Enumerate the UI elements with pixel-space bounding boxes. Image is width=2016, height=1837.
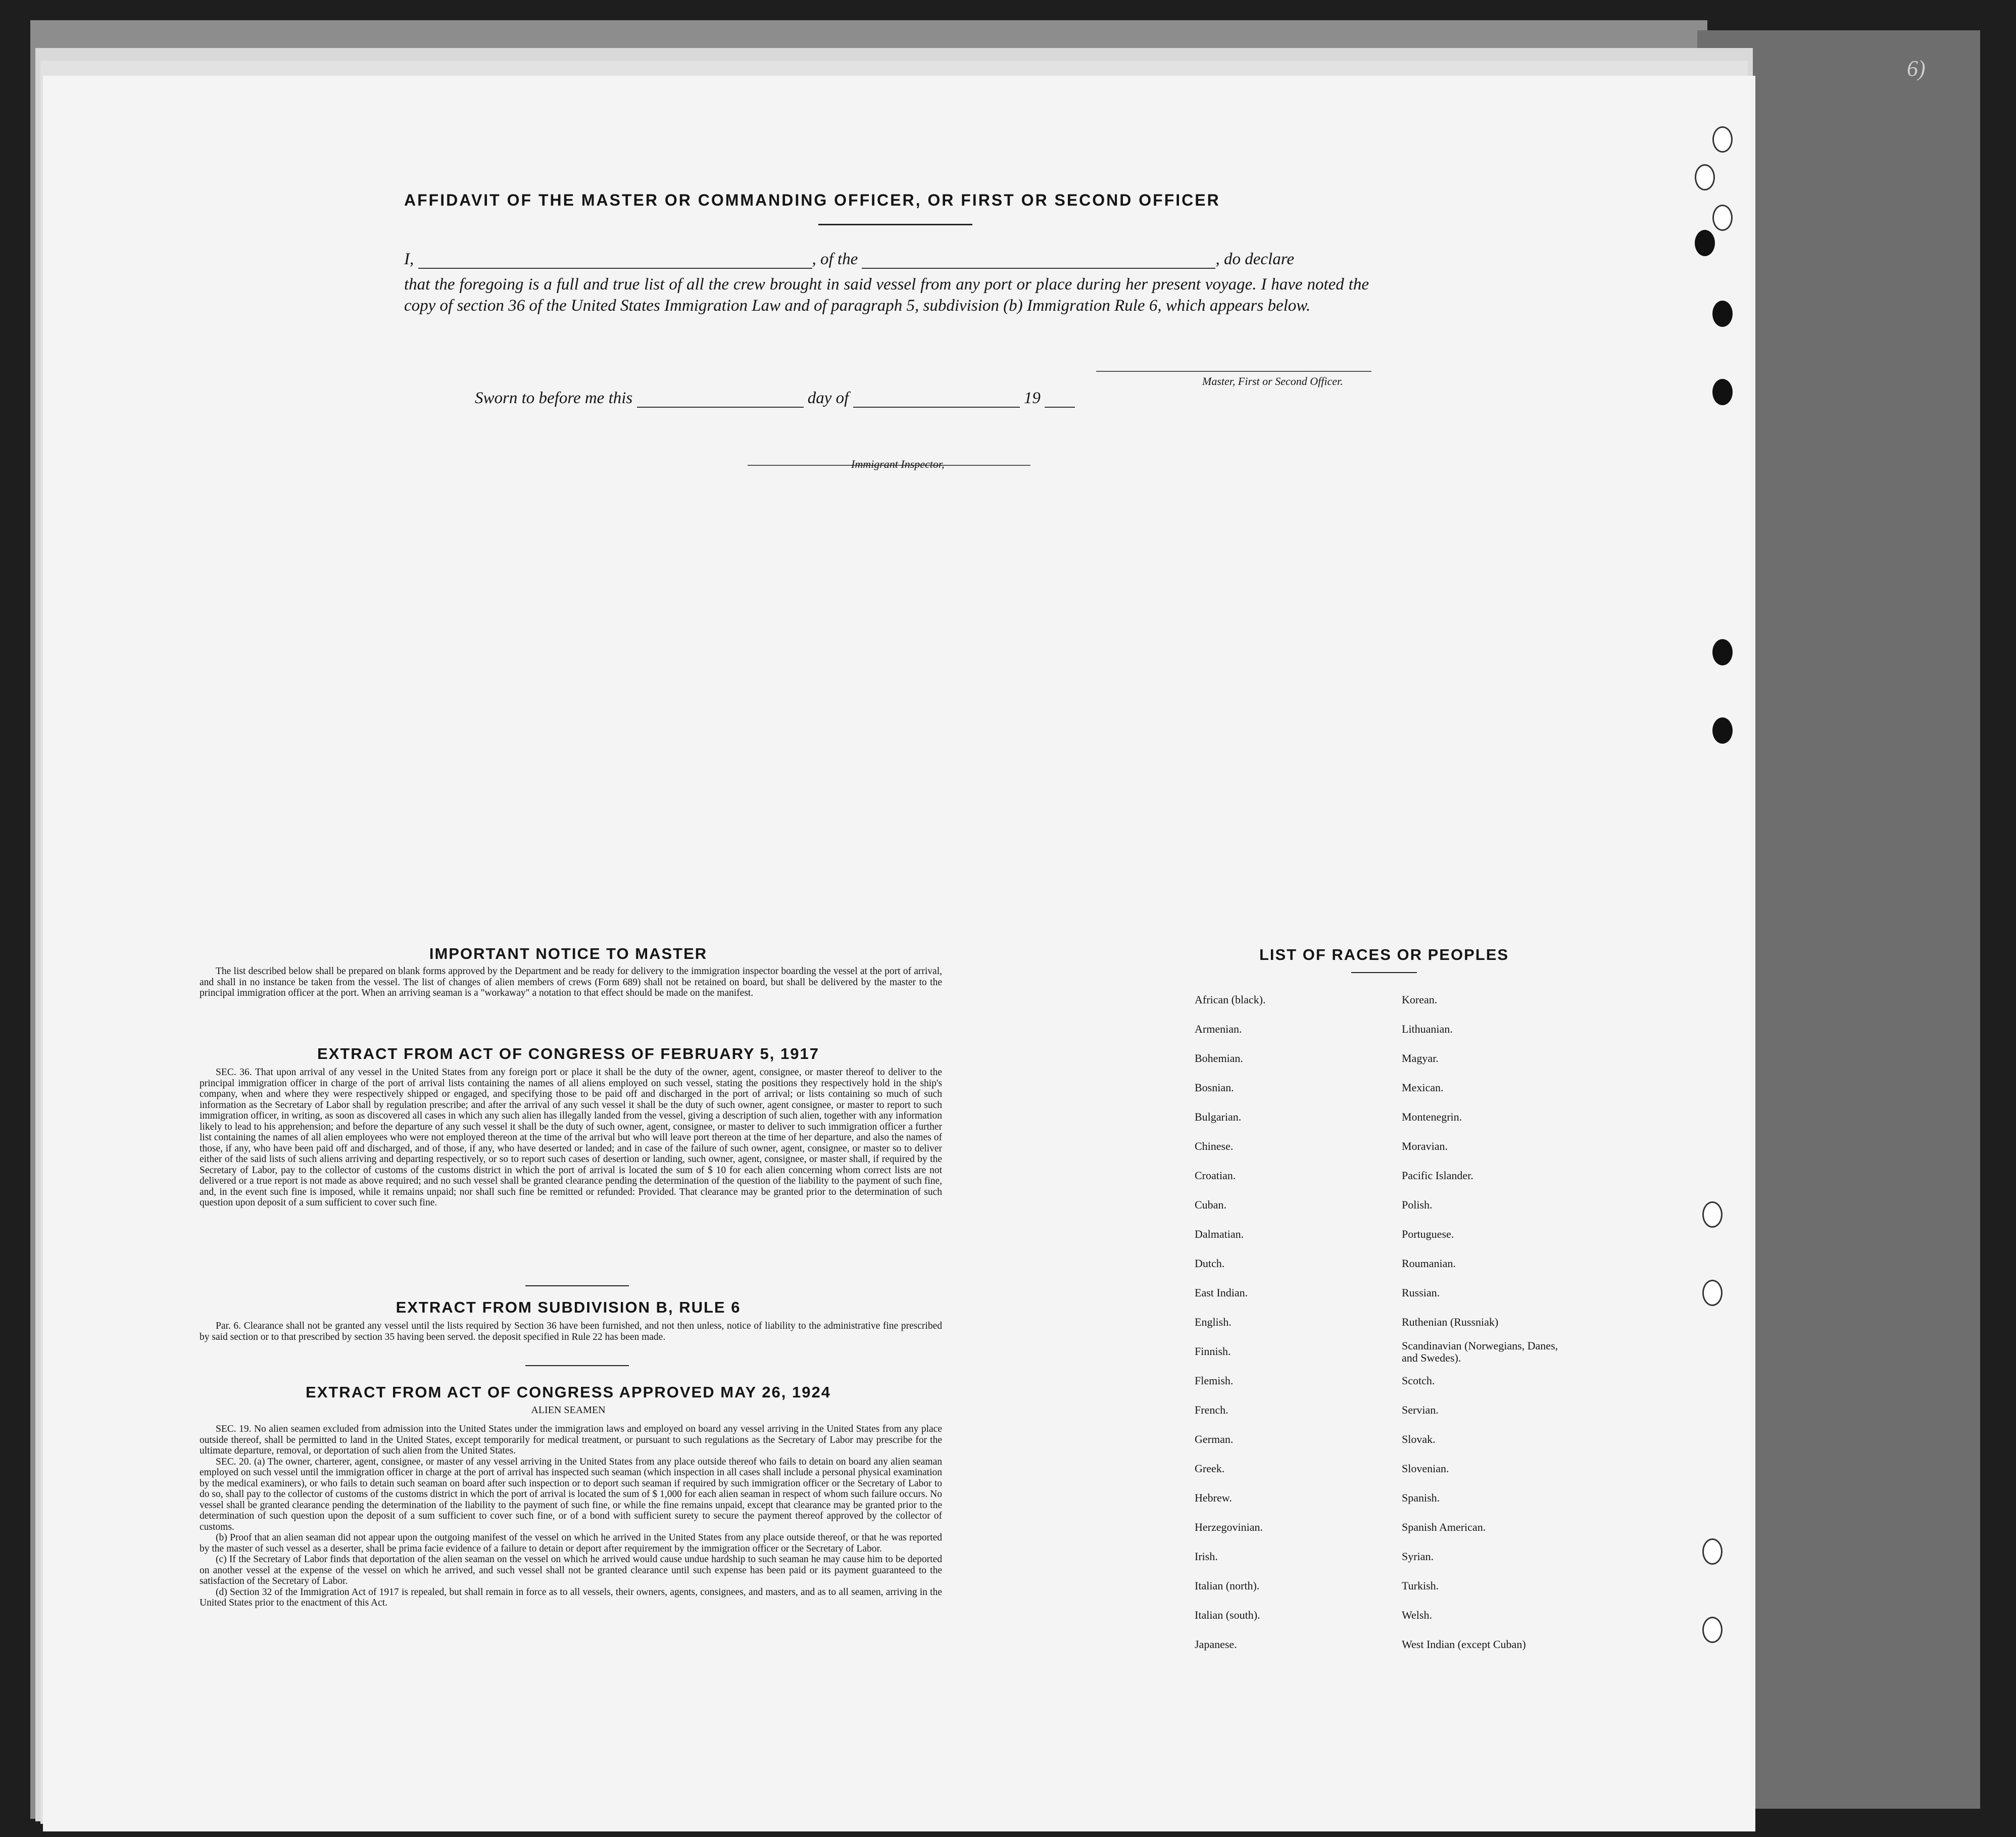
race-item: Dutch. (1195, 1257, 1225, 1270)
race-item: East Indian. (1195, 1286, 1248, 1299)
extract-rule6-body (200, 1321, 942, 1342)
races-column-1 (1195, 985, 1387, 1659)
race-item: West Indian (except Cuban) (1402, 1638, 1526, 1651)
notice-body (200, 966, 942, 999)
race-item-text: Scandinavian (Norwegians, Danes, and Swedes). (1402, 1339, 1558, 1364)
punch-hole (1695, 230, 1715, 256)
race-item: German. (1195, 1433, 1234, 1445)
vessel-blank (862, 268, 1215, 269)
sworn-line (475, 389, 1075, 408)
punch-hole (1712, 717, 1733, 744)
extract-1917-title: EXTRACT FROM ACT OF CONGRESS OF FEBRUARY 5, 1917 (317, 1045, 819, 1062)
race-item: Polish. (1402, 1198, 1433, 1211)
race-item: Spanish American. (1402, 1521, 1486, 1533)
race-item: Magyar. (1402, 1052, 1439, 1065)
extract-1924-sec19: SEC. 19. No alien seamen excluded from admission into the United States under the immigration laws and employed on board any vessel arriving in the United States from any place outside thereof, shall be permitted to land in the United States, except temporarily for medical treatment, or pursuant to such regulations as the Secretary of Labor may prescribe for the ultimate departure, removal, or deportation of such alien from the United States. (200, 1424, 942, 1456)
punch-hole (1712, 379, 1733, 405)
punch-hole (1702, 1201, 1723, 1228)
punch-hole (1712, 126, 1733, 153)
punch-hole (1712, 639, 1733, 665)
race-item: Irish. (1195, 1550, 1218, 1563)
races-column-2 (1402, 985, 1604, 1659)
race-item: Lithuanian. (1402, 1023, 1453, 1035)
race-item: Japanese. (1195, 1638, 1237, 1651)
race-item: Welsh. (1402, 1609, 1432, 1621)
race-item: Finnish. (1195, 1345, 1231, 1358)
race-item: Dalmatian. (1195, 1228, 1244, 1240)
race-item: Hebrew. (1195, 1491, 1232, 1504)
extract-1924-title: EXTRACT FROM ACT OF CONGRESS APPROVED MAY 26, 1924 (306, 1383, 831, 1401)
extract-1924-sec20a: SEC. 20. (a) The owner, charterer, agent, consignee, or master of any vessel arriving in the United States from any place outside thereof who fails to detain on board any alien seaman employed on such vessel until the immigration officer in charge at the port of arrival has inspected such seaman (which inspection in all cases shall include a personal physical examination by the medical examiners), or who fails to detain such seaman on board after such inspection or to deport such seaman if required by such immigration officer or the Secretary of Labor to do so, shall pay to the collector of customs of the customs district in which the port of arrival is located the sum of $ 1,000 for each alien seaman in respect of whom such failure occurs. No vessel shall be granted clearance pending the determination of the liability to the payment of such fine, or while the fine remains unpaid, except that clearance may be granted prior to the determination of such question upon the deposit of a sum sufficient to cover such fine, or of a bond with sufficient surety to secure the payment thereof approved by the collector of customs. (200, 1456, 942, 1532)
race-item: Bohemian. (1195, 1052, 1243, 1065)
inspector-caption: Immigrant Inspector, (851, 458, 945, 470)
race-item (1402, 1337, 1568, 1366)
name-blank (418, 268, 812, 269)
race-item: Russian. (1402, 1286, 1440, 1299)
extract-1924-sec20d: (d) Section 32 of the Immigration Act of 1917 is repealed, but shall remain in force as to all vessels, their owners, agents, consignees, and masters, and as to all seamen, arriving in the United States prior to the enactment of this Act. (200, 1586, 942, 1608)
race-item: African (black). (1195, 993, 1266, 1006)
punch-hole (1702, 1538, 1723, 1565)
race-item: Portuguese. (1402, 1228, 1454, 1240)
punch-hole (1712, 301, 1733, 327)
race-item: Spanish. (1402, 1491, 1440, 1504)
race-item: French. (1195, 1404, 1228, 1416)
extract-rule6-title: EXTRACT FROM SUBDIVISION B, RULE 6 (396, 1298, 741, 1316)
extract-1917-body (200, 1067, 942, 1208)
extract-1924-body (200, 1424, 942, 1609)
race-item: Moravian. (1402, 1140, 1448, 1152)
divider (1351, 972, 1417, 973)
divider (525, 1285, 629, 1286)
race-item: Mexican. (1402, 1081, 1444, 1094)
race-item: Syrian. (1402, 1550, 1434, 1563)
race-item: Slovenian. (1402, 1462, 1449, 1475)
affidavit-of-the: , of the (812, 250, 858, 268)
affidavit-body: that the foregoing is a full and true list of all the crew brought in said vessel from any port or place during her present voyage. I have noted the copy of section 36 of the United States Immigration Law and of paragraph 5, subdivision (b) Immigration Rule 6, which appears below. (404, 275, 1369, 315)
corner-mark: 6) (1907, 56, 1926, 81)
race-item: Croatian. (1195, 1169, 1236, 1182)
race-item: Armenian. (1195, 1023, 1242, 1035)
race-item: Herzegovinian. (1195, 1521, 1263, 1533)
master-caption: Master, First or Second Officer. (1202, 375, 1343, 388)
punch-hole (1712, 205, 1733, 231)
sworn-prefix: Sworn to before me this (475, 389, 633, 407)
race-item: Bosnian. (1195, 1081, 1234, 1094)
affidavit-do-declare: , do declare (1215, 250, 1294, 268)
race-item: Roumanian. (1402, 1257, 1456, 1270)
race-item: Greek. (1195, 1462, 1225, 1475)
notice-paragraph: The list described below shall be prepared on blank forms approved by the Department and be ready for delivery to the immigration inspector boarding the vessel at the port of arrival, and shall in no instance be taken from the vessel. The list of changes of alien members of crews (Form 689) shall not be retained on board, but shall be delivered by the master to the principal immigration officer at the port. When an arriving seaman is a "workaway" a notation to that effect should be made on the manifest. (200, 966, 942, 998)
race-item: Slovak. (1402, 1433, 1436, 1445)
affidavit-title: AFFIDAVIT OF THE MASTER OR COMMANDING OFFICER, OR FIRST OR SECOND OFFICER (404, 191, 1220, 209)
races-title: LIST OF RACES OR PEOPLES (1259, 946, 1509, 963)
sworn-day-of: day of (807, 389, 849, 407)
race-item: Italian (north). (1195, 1579, 1260, 1592)
affidavit-i: I, (404, 250, 414, 268)
punch-hole (1695, 164, 1715, 190)
race-item: Chinese. (1195, 1140, 1234, 1152)
race-item: Bulgarian. (1195, 1110, 1242, 1123)
master-signature-line (1096, 371, 1371, 372)
punch-hole (1702, 1280, 1723, 1306)
race-item: Ruthenian (Russniak) (1402, 1316, 1499, 1328)
extract-rule6-paragraph: Par. 6. Clearance shall not be granted any vessel until the lists required by Section 36 have been furnished, and not then unless, notice of liability to the administrative fine prescribed by said section or to that prescribed by section 35 having been served. the deposit specified in Rule 22 has been made. (200, 1321, 942, 1342)
sworn-year: 19 (1023, 389, 1041, 407)
race-item: Turkish. (1402, 1579, 1439, 1592)
extract-1924-sec20c: (c) If the Secretary of Labor finds that deportation of the alien seaman on the vessel on which he arrived would cause undue hardship to such seaman he may cause him to be deported on another vessel at the expense of the vessel on which he arrived, and such vessel shall not be granted clearance until such expense has been paid or its payment guaranteed to the satisfaction of the Secretary of Labor. (200, 1554, 942, 1586)
punch-hole (1702, 1617, 1723, 1643)
race-item: Pacific Islander. (1402, 1169, 1473, 1182)
race-item: English. (1195, 1316, 1232, 1328)
sworn-day-blank (637, 407, 804, 408)
race-item: Italian (south). (1195, 1609, 1260, 1621)
sworn-month-blank (853, 407, 1020, 408)
divider (525, 1365, 629, 1366)
extract-1917-paragraph: SEC. 36. That upon arrival of any vessel in the United States from any foreign port or place it shall be the duty of the owner, agent, consignee, or master thereof to deliver to the principal immigration officer in charge of the port of arrival lists containing the names of all aliens employed on such vessel, stating the positions they respectively hold in the ship's company, when and where they were respectively shipped or engaged, and specifying those to be paid off and discharged in the port of arrival; or lists containing so much of such information as the Secretary of Labor shall by regulation prescribe; and after the arrival of any such vessel it shall be the duty of such owner, agent consignee, or master to report to such immigration officer, in writing, as soon as discovered all cases in which any such alien has illegally landed from the vessel, giving a description of such alien, together with any information likely to lead to his apprehension; and before the departure of any such vessel it shall be the duty of such owner, agent, consignee, or master to deliver to such immigration officer a further list containing the names of all alien employees who were not employed thereon at the time of the arrival but who will leave port thereon at the time of her departure, and also the names of those, if any, who have been paid off and discharged, and of those, if any, who have deserted or landed; and in case of the failure of such owner, agent, consignee, or master so to deliver either of the said lists of such aliens arriving and departing respectively, or so to report such cases of desertion or landing, such owner, agent, consignee, or master shall, if required by the Secretary of Labor, pay to the collector of customs of the customs district in which the port of arrival is located the sum of $ 10 for each alien concerning whom correct lists are not delivered or a true report is not made as above required; and no such vessel shall be granted clearance pending the determination of the question of the liability to the payment of such fine, and, in the event such fine is imposed, while it remains unpaid; nor shall such fine be remitted or refunded: Provided. That clearance may be granted prior to the determination of such question upon deposit of a sum sufficient to cover such fine. (200, 1067, 942, 1208)
race-item: Korean. (1402, 993, 1438, 1006)
race-item: Scotch. (1402, 1374, 1435, 1387)
extract-1924-sec20b: (b) Proof that an alien seaman did not appear upon the outgoing manifest of the vessel on which he arrived in the United States from any place outside thereof, or that he was reported by the master of such vessel as a deserter, shall be prima facie evidence of a failure to detain or deport after requirement by the immigration officer or the Secretary of Labor. (200, 1532, 942, 1554)
race-item: Montenegrin. (1402, 1110, 1462, 1123)
race-item: Servian. (1402, 1404, 1439, 1416)
extract-1924-subtitle: ALIEN SEAMEN (531, 1405, 606, 1416)
sworn-year-blank (1045, 407, 1075, 408)
race-item: Flemish. (1195, 1374, 1234, 1387)
race-item: Cuban. (1195, 1198, 1226, 1211)
notice-title: IMPORTANT NOTICE TO MASTER (429, 945, 708, 962)
divider (818, 224, 972, 225)
affidavit-declaration-line (404, 250, 1369, 269)
